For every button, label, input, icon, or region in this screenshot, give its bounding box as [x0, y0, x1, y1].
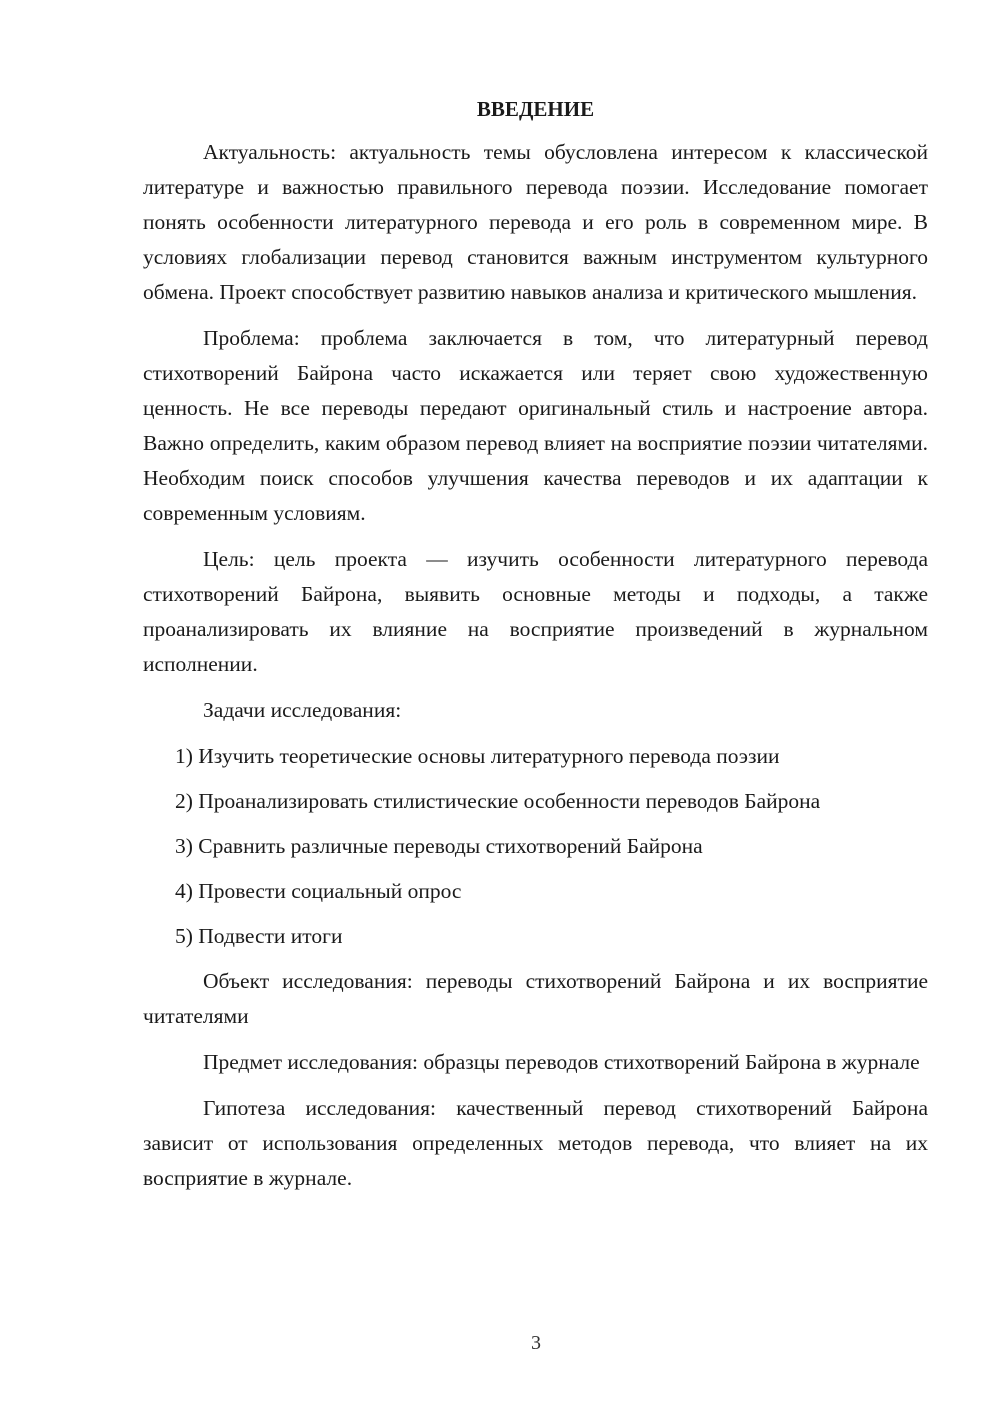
- document-page: [143, 92, 928, 1207]
- task-item: 2) Проанализировать стилистические особенности переводов Байрона: [175, 789, 821, 813]
- goal-paragraph: Цель: цель проекта — изучить особенности литературного перевода стихотворений Байрона, выявить основные методы и подходы, а также проанализировать их влияние на восприятие произведений в журнальном исполнении.: [143, 547, 928, 676]
- subject-paragraph: Предмет исследования: образцы переводов стихотворений Байрона в журнале: [203, 1050, 920, 1074]
- tasks-list: [143, 739, 928, 954]
- page-number: 3: [531, 1332, 541, 1354]
- hypothesis-paragraph: Гипотеза исследования: качественный перевод стихотворений Байрона зависит от использования определенных методов перевода, что влияет на их восприятие в журнале.: [143, 1096, 928, 1190]
- tasks-heading: Задачи исследования:: [203, 698, 402, 722]
- section-title: ВВЕДЕНИЕ: [476, 97, 595, 121]
- task-item: 3) Сравнить различные переводы стихотворений Байрона: [175, 834, 703, 858]
- problem-paragraph: Проблема: проблема заключается в том, что литературный перевод стихотворений Байрона часто искажается или теряет свою художественную ценность. Не все переводы передают оригинальный стиль и настроение автора. Важно определить, каким образом перевод влияет на восприятие поэзии читателями. Необходим поиск способов улучшения качества переводов и их адаптации к современным условиям.: [143, 326, 928, 525]
- task-item: 4) Провести социальный опрос: [175, 879, 462, 903]
- task-item: 5) Подвести итоги: [175, 924, 343, 948]
- relevance-paragraph: Актуальность: актуальность темы обусловлена интересом к классической литературе и важностью правильного перевода поэзии. Исследование помогает понять особенности литературного перевода и его роль в современном мире. В условиях глобализации перевод становится важным инструментом культурного обмена. Проект способствует развитию навыков анализа и критического мышления.: [143, 140, 928, 304]
- task-item: 1) Изучить теоретические основы литературного перевода поэзии: [175, 744, 780, 768]
- object-paragraph: Объект исследования: переводы стихотворений Байрона и их восприятие читателями: [143, 969, 928, 1028]
